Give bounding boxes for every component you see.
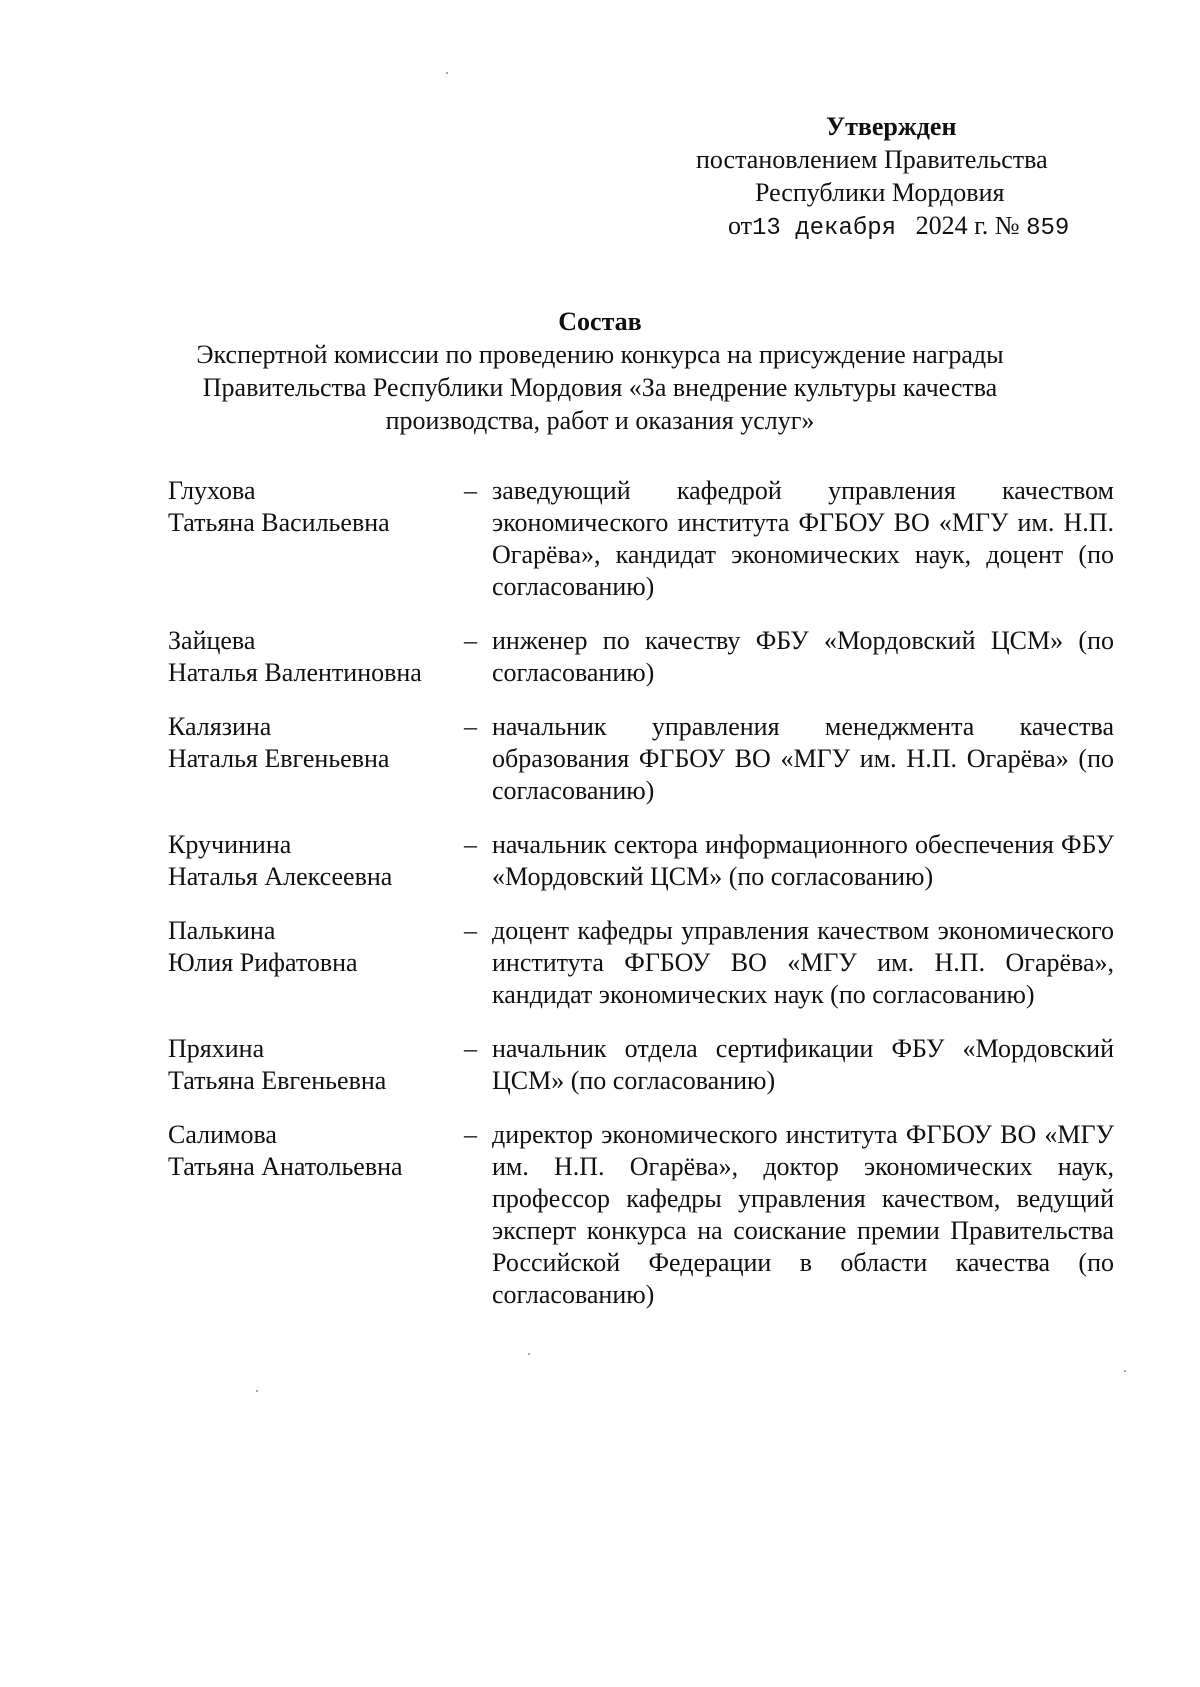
approval-republic: Республики Мордовия	[755, 178, 1005, 207]
member-description: доцент кафедры управления качеством экономического института ФГБОУ ВО «МГУ им. Н.П. Огарёва», кандидат экономических наук (по согласованию)	[492, 916, 1114, 1009]
member-given-name: Наталья Алексеевна	[168, 862, 393, 891]
approval-date-line	[690, 209, 1110, 245]
member-surname: Глухова	[168, 476, 256, 505]
composition-heading	[150, 305, 1050, 437]
member-name	[168, 475, 468, 603]
member-description: директор экономического института ФГБОУ ВО «МГУ им. Н.П. Огарёва», доктор экономических наук, профессор кафедры управления качеством, ведущий эксперт конкурса на соискание премии Правительства Российской Федерации в области качества (по согласованию)	[492, 1120, 1114, 1309]
member-given-name: Наталья Валентиновна	[168, 658, 422, 687]
member-entry	[168, 1033, 1118, 1097]
member-name	[168, 915, 468, 1011]
approval-title: Утвержден	[826, 112, 957, 141]
member-surname: Палькина	[168, 916, 276, 945]
member-dash: –	[464, 830, 477, 859]
scan-speck	[446, 72, 448, 74]
member-given-name: Татьяна Васильевна	[168, 508, 390, 537]
member-name	[168, 1119, 468, 1311]
member-entry	[168, 829, 1118, 893]
scan-speck	[528, 1353, 530, 1355]
member-name	[168, 711, 468, 807]
scan-speck	[1124, 1370, 1126, 1372]
members-list	[168, 475, 1118, 1333]
member-surname: Калязина	[168, 712, 272, 741]
member-given-name: Юлия Рифатовна	[168, 948, 358, 977]
member-name	[168, 829, 468, 893]
member-name	[168, 625, 468, 689]
member-dash: –	[464, 712, 477, 741]
approval-resolution: постановлением Правительства	[696, 145, 1048, 174]
approval-date: 13 декабря	[752, 215, 897, 242]
approval-year: 2024 г. №	[915, 211, 1020, 240]
member-name	[168, 1033, 468, 1097]
composition-line-2: Правительства Республики Мордовия «За внедрение культуры качества	[202, 373, 998, 402]
approval-number: 859	[1026, 215, 1070, 242]
approval-block	[690, 110, 1110, 245]
member-surname: Кручинина	[168, 830, 292, 859]
member-surname: Пряхина	[168, 1034, 265, 1063]
member-given-name: Наталья Евгеньевна	[168, 744, 390, 773]
member-dash: –	[464, 476, 477, 505]
member-description: начальник управления менеджмента качества образования ФГБОУ ВО «МГУ им. Н.П. Огарёва» (по согласованию)	[492, 712, 1114, 805]
composition-line-3: производства, работ и оказания услуг»	[385, 406, 815, 435]
member-dash: –	[464, 1034, 477, 1063]
approval-from-prefix: от	[728, 211, 753, 240]
member-dash: –	[464, 916, 477, 945]
composition-title: Состав	[558, 307, 642, 336]
member-surname: Зайцева	[168, 626, 256, 655]
member-given-name: Татьяна Анатольевна	[168, 1152, 403, 1181]
member-entry	[168, 711, 1118, 807]
member-description: заведующий кафедрой управления качеством экономического института ФГБОУ ВО «МГУ им. Н.П. Огарёва», кандидат экономических наук, доцент (по согласованию)	[492, 476, 1114, 601]
member-dash: –	[464, 1120, 477, 1149]
member-entry	[168, 915, 1118, 1011]
member-description: инженер по качеству ФБУ «Мордовский ЦСМ» (по согласованию)	[492, 626, 1114, 687]
member-description: начальник отдела сертификации ФБУ «Мордовский ЦСМ» (по согласованию)	[492, 1034, 1114, 1095]
member-dash: –	[464, 626, 477, 655]
member-surname: Салимова	[168, 1120, 277, 1149]
scan-speck	[256, 1390, 258, 1392]
member-description: начальник сектора информационного обеспечения ФБУ «Мордовский ЦСМ» (по согласованию)	[492, 830, 1114, 891]
composition-line-1: Экспертной комиссии по проведению конкурса на присуждение награды	[196, 340, 1004, 369]
member-entry	[168, 475, 1118, 603]
member-given-name: Татьяна Евгеньевна	[168, 1066, 387, 1095]
member-entry	[168, 1119, 1118, 1311]
member-entry	[168, 625, 1118, 689]
